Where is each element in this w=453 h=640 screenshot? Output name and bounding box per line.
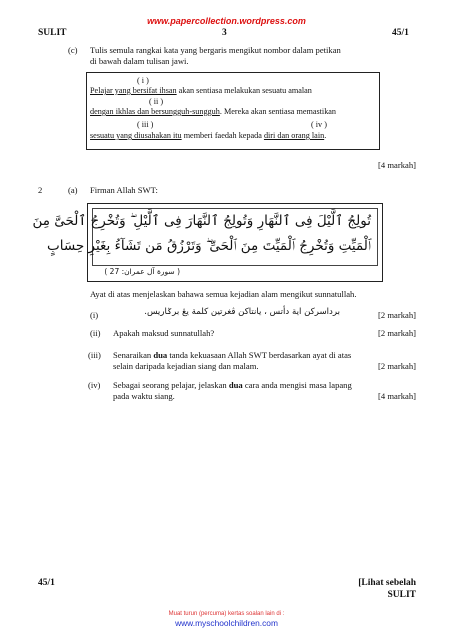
sub-question-number: (i) [90, 310, 99, 320]
marker-i: ( i ) [137, 76, 149, 85]
underlined-phrase-iv: diri dan orang lain [263, 131, 325, 140]
sub-question-text-line-2: selain daripada kejadian siang dan malam. [113, 361, 259, 371]
arabic-verse-line-2: ٱلْمَيِّتِ وَتُخْرِجُ ٱلْمَيِّتَ مِنَ ٱلْحَىِّ ۖ وَتَرْزُقُ مَن تَشَآءُ بِغَيْرِ حِسَابٍ [47, 238, 371, 254]
text-segment: Sebagai seorang pelajar, jelaskan [113, 380, 229, 390]
sub-question-text [113, 380, 352, 390]
passage-text: . Mereka akan sentiasa memastikan [219, 107, 337, 116]
passage-line-2 [90, 107, 336, 116]
passage-text: . [324, 131, 327, 140]
sub-question-number: (iii) [88, 350, 101, 360]
underlined-phrase-i: Pelajar yang bersifat ihsan [90, 86, 177, 95]
footer-turn-over: [Lihat sebelah [358, 578, 416, 588]
sub-question-text: Apakah maksud sunnatullah? [113, 328, 215, 338]
header-classification: SULIT [38, 28, 67, 38]
passage-text: akan sentiasa melakukan sesuatu amalan [176, 86, 312, 95]
footer-promo-text: Muat turun (percuma) kertas soalan lain di : [168, 611, 285, 617]
sub-question-number: (iv) [88, 380, 101, 390]
sub-question-number: (ii) [90, 328, 101, 338]
question-title: Firman Allah SWT: [90, 185, 158, 195]
marks-label: [2 markah] [378, 328, 416, 338]
surah-reference: ( سورة آل عمران: 27 ) [104, 267, 180, 276]
paper-code: 45/1 [392, 28, 409, 38]
passage-text: memberi faedah kepada [181, 131, 264, 140]
text-segment: tanda kekuasaan Allah SWT berdasarkan ayat di atas [167, 350, 352, 360]
question-intro: Ayat di atas menjelaskan bahawa semua kejadian alam mengikut sunnatullah. [90, 289, 357, 299]
underlined-phrase-ii: dengan ikhlas dan bersungguh-sungguh [90, 107, 220, 116]
marker-ii: ( ii ) [149, 97, 164, 106]
marks-label: [4 markah] [378, 160, 416, 170]
question-part-label: (c) [68, 45, 78, 55]
instruction-line-2: di bawah dalam tulisan jawi. [90, 56, 189, 66]
arabic-verse-line-1: تُولِجُ ٱلَّيْلَ فِى ٱلنَّهَارِ وَتُولِجُ ٱلنَّهَارَ فِى ٱلَّيْلِ ۖ وَتُخْرِجُ ٱلْحَىَّ مِنَ [32, 213, 371, 229]
footer-classification: SULIT [387, 590, 416, 600]
question-part-label: (a) [68, 185, 78, 195]
text-segment: cara anda mengisi masa lapang [242, 380, 352, 390]
marks-label: [2 markah] [378, 361, 416, 371]
quran-verse-box [32, 203, 383, 282]
marker-iv: ( iv ) [311, 120, 327, 129]
passage-box [86, 72, 380, 150]
passage-line-1 [90, 86, 312, 95]
footer-paper-code: 45/1 [38, 578, 55, 588]
marks-label: [4 markah] [378, 391, 416, 401]
sub-question-jawi: برداسركن اية دأتس ، يانتاكن ڤغرتين كلمة يڠ برݢاريس. [144, 307, 340, 317]
sub-question-text-line-2: pada waktu siang. [113, 391, 175, 401]
sub-question-text [113, 350, 351, 360]
watermark-url: www.papercollection.wordpress.com [147, 16, 306, 26]
emphasis: dua [153, 350, 168, 360]
marks-label: [2 markah] [378, 310, 416, 320]
underlined-phrase-iii: sesuatu yang diusahakan itu [90, 131, 182, 140]
emphasis: dua [228, 380, 243, 390]
footer-site-link[interactable]: www.myschoolchildren.com [175, 618, 278, 628]
instruction-line-1: Tulis semula rangkai kata yang bergaris mengikut nombor dalam petikan [90, 45, 341, 55]
passage-line-3 [90, 131, 326, 140]
question-number: 2 [38, 185, 43, 195]
page-number: 3 [222, 28, 227, 38]
marker-iii: ( iii ) [137, 120, 154, 129]
verse-frame [32, 208, 378, 266]
text-segment: Senaraikan [113, 350, 154, 360]
